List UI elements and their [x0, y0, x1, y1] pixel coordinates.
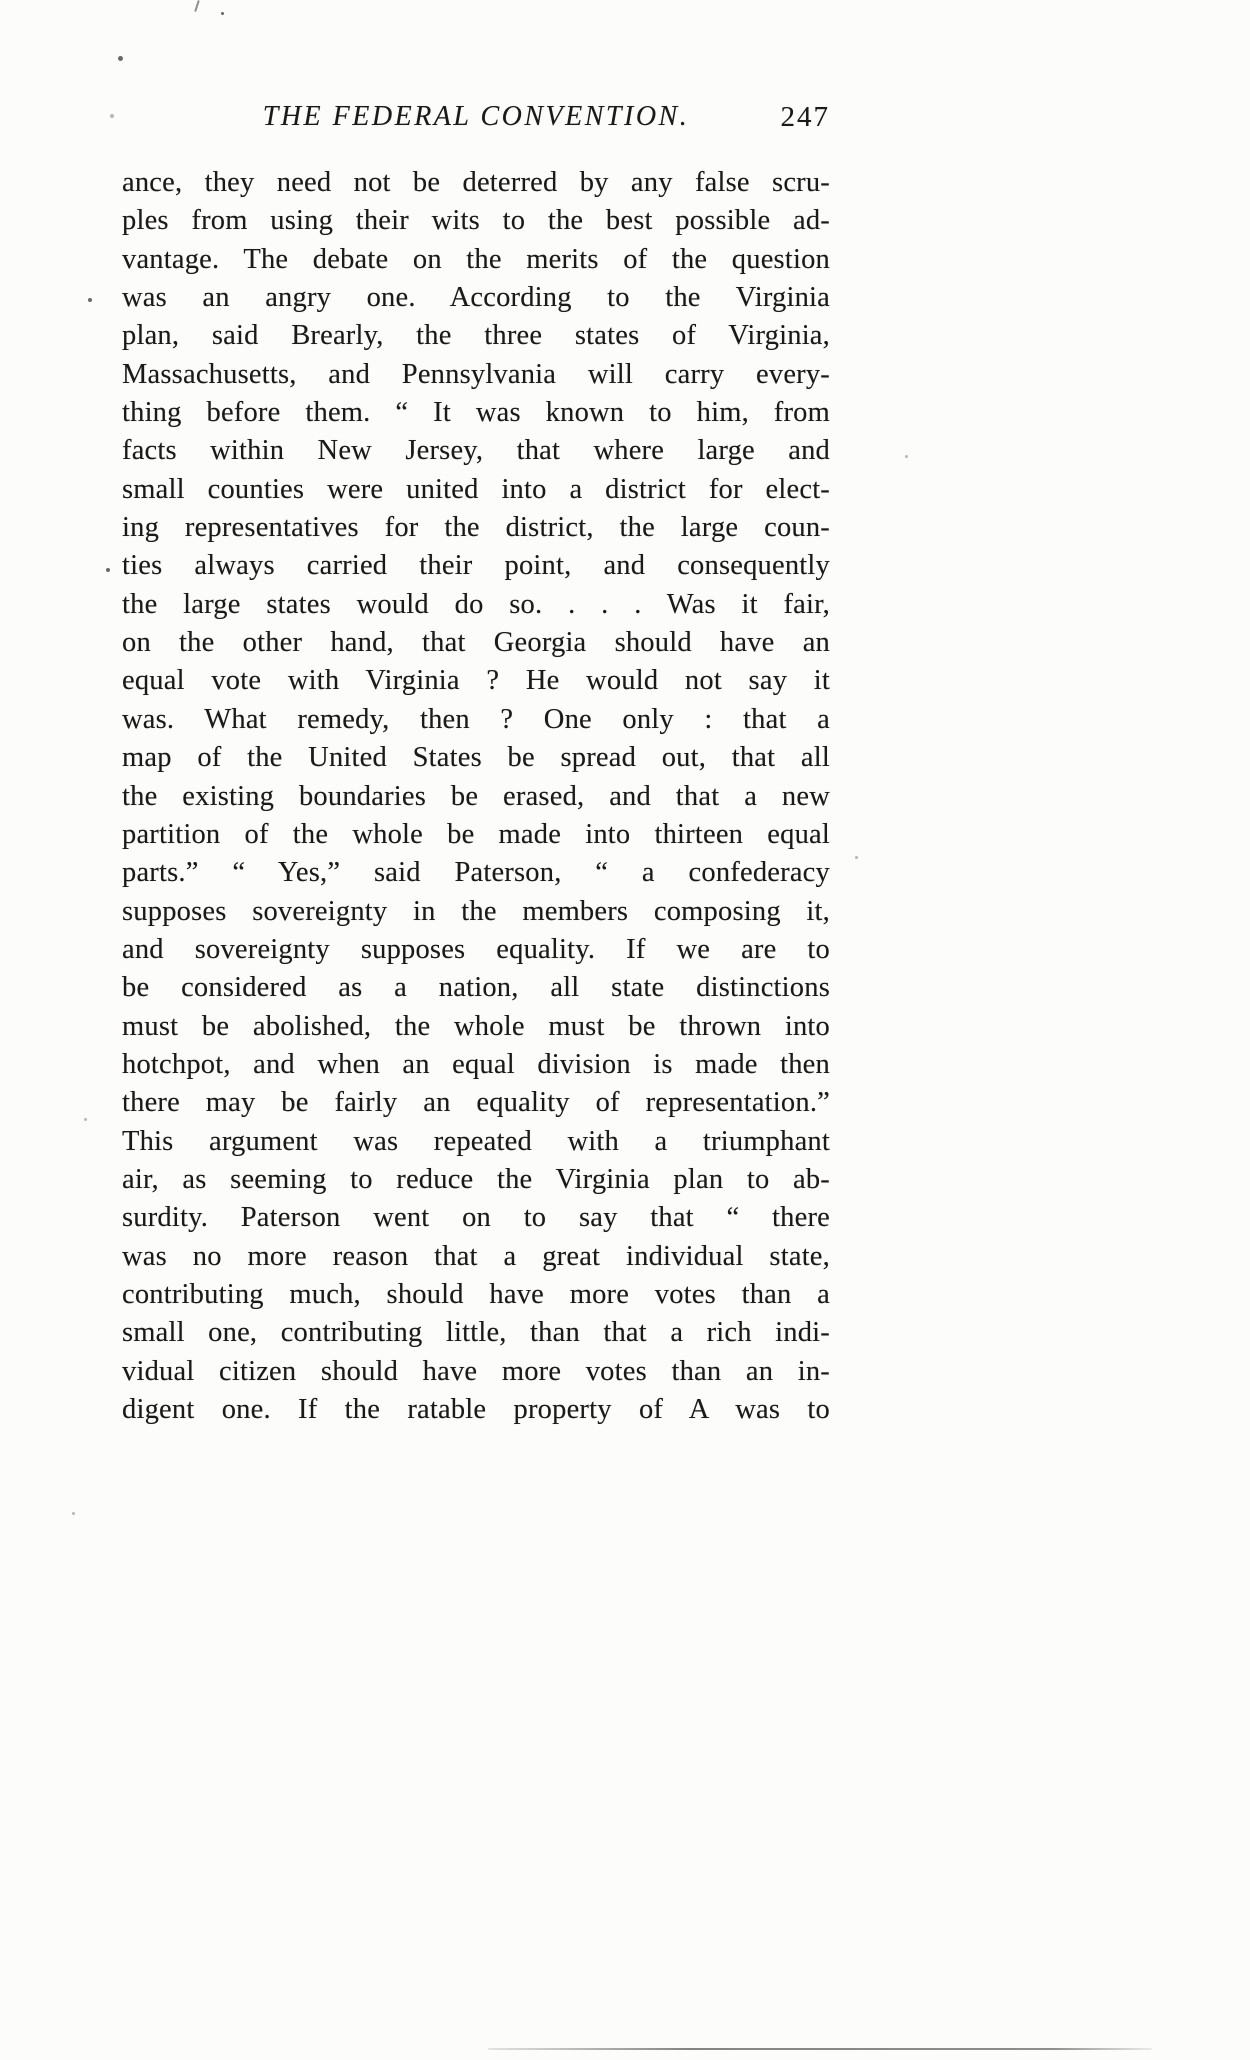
text-line: hotchpot, and when an equal division is made then — [122, 1048, 830, 1080]
scan-artifact — [488, 2048, 1152, 2050]
text-line: small one, contributing little, than that a rich indi- — [122, 1317, 830, 1349]
page-number: 247 — [780, 101, 830, 133]
text-line: This argument was repeated with a triumphant — [122, 1125, 830, 1157]
scan-artifact — [221, 12, 224, 15]
scan-artifact — [855, 856, 858, 859]
text-line: ing representatives for the district, the large coun- — [122, 512, 830, 544]
text-line: parts.” “ Yes,” said Paterson, “ a confederacy — [122, 857, 830, 889]
text-line: must be abolished, the whole must be thrown into — [122, 1010, 830, 1042]
text-line: there may be fairly an equality of representation.” — [122, 1087, 830, 1119]
text-line: the existing boundaries be erased, and that a new — [122, 780, 830, 812]
text-line: digent one. If the ratable property of A was to — [122, 1394, 830, 1425]
scan-artifact — [88, 298, 92, 302]
text-line: surdity. Paterson went on to say that “ there — [122, 1202, 830, 1234]
running-head — [122, 101, 830, 141]
text-line: map of the United States be spread out, that all — [122, 742, 830, 774]
text-line: ties always carried their point, and consequently — [122, 550, 830, 582]
text-line: on the other hand, that Georgia should have an — [122, 627, 830, 659]
page-title: THE FEDERAL CONVENTION. — [262, 101, 690, 132]
text-line: partition of the whole be made into thirteen equal — [122, 818, 830, 850]
body-text — [122, 164, 830, 1429]
text-line: contributing much, should have more votes than a — [122, 1278, 830, 1310]
text-line: supposes sovereignty in the members composing it, — [122, 895, 830, 927]
scan-artifact — [118, 56, 123, 61]
text-line: and sovereignty supposes equality. If we are to — [122, 933, 830, 965]
text-line: was no more reason that a great individual state, — [122, 1240, 830, 1272]
text-line: small counties were united into a district for elect- — [122, 473, 830, 505]
text-line: vantage. The debate on the merits of the question — [122, 243, 830, 275]
text-line: the large states would do so. . . . Was it fair, — [122, 588, 830, 620]
text-line: vidual citizen should have more votes than an in- — [122, 1355, 830, 1387]
text-line: ance, they need not be deterred by any false scru- — [122, 167, 830, 198]
text-line: facts within New Jersey, that where large and — [122, 435, 830, 467]
scan-artifact — [110, 114, 114, 118]
text-line: ples from using their wits to the best possible ad- — [122, 205, 830, 237]
text-line: thing before them. “ It was known to him, from — [122, 397, 830, 429]
text-line: plan, said Brearly, the three states of Virginia, — [122, 320, 830, 352]
scan-artifact — [905, 455, 908, 458]
scan-artifact — [106, 568, 110, 572]
scan-artifact — [72, 1512, 75, 1515]
scan-artifact — [84, 1118, 87, 1121]
scan-artifact — [194, 0, 200, 12]
text-line: was an angry one. According to the Virginia — [122, 282, 830, 314]
text-line: air, as seeming to reduce the Virginia plan to ab- — [122, 1163, 830, 1195]
text-line: was. What remedy, then ? One only : that a — [122, 703, 830, 735]
text-line: Massachusetts, and Pennsylvania will carry every- — [122, 358, 830, 390]
text-line: equal vote with Virginia ? He would not say it — [122, 665, 830, 697]
text-line: be considered as a nation, all state distinctions — [122, 972, 830, 1004]
